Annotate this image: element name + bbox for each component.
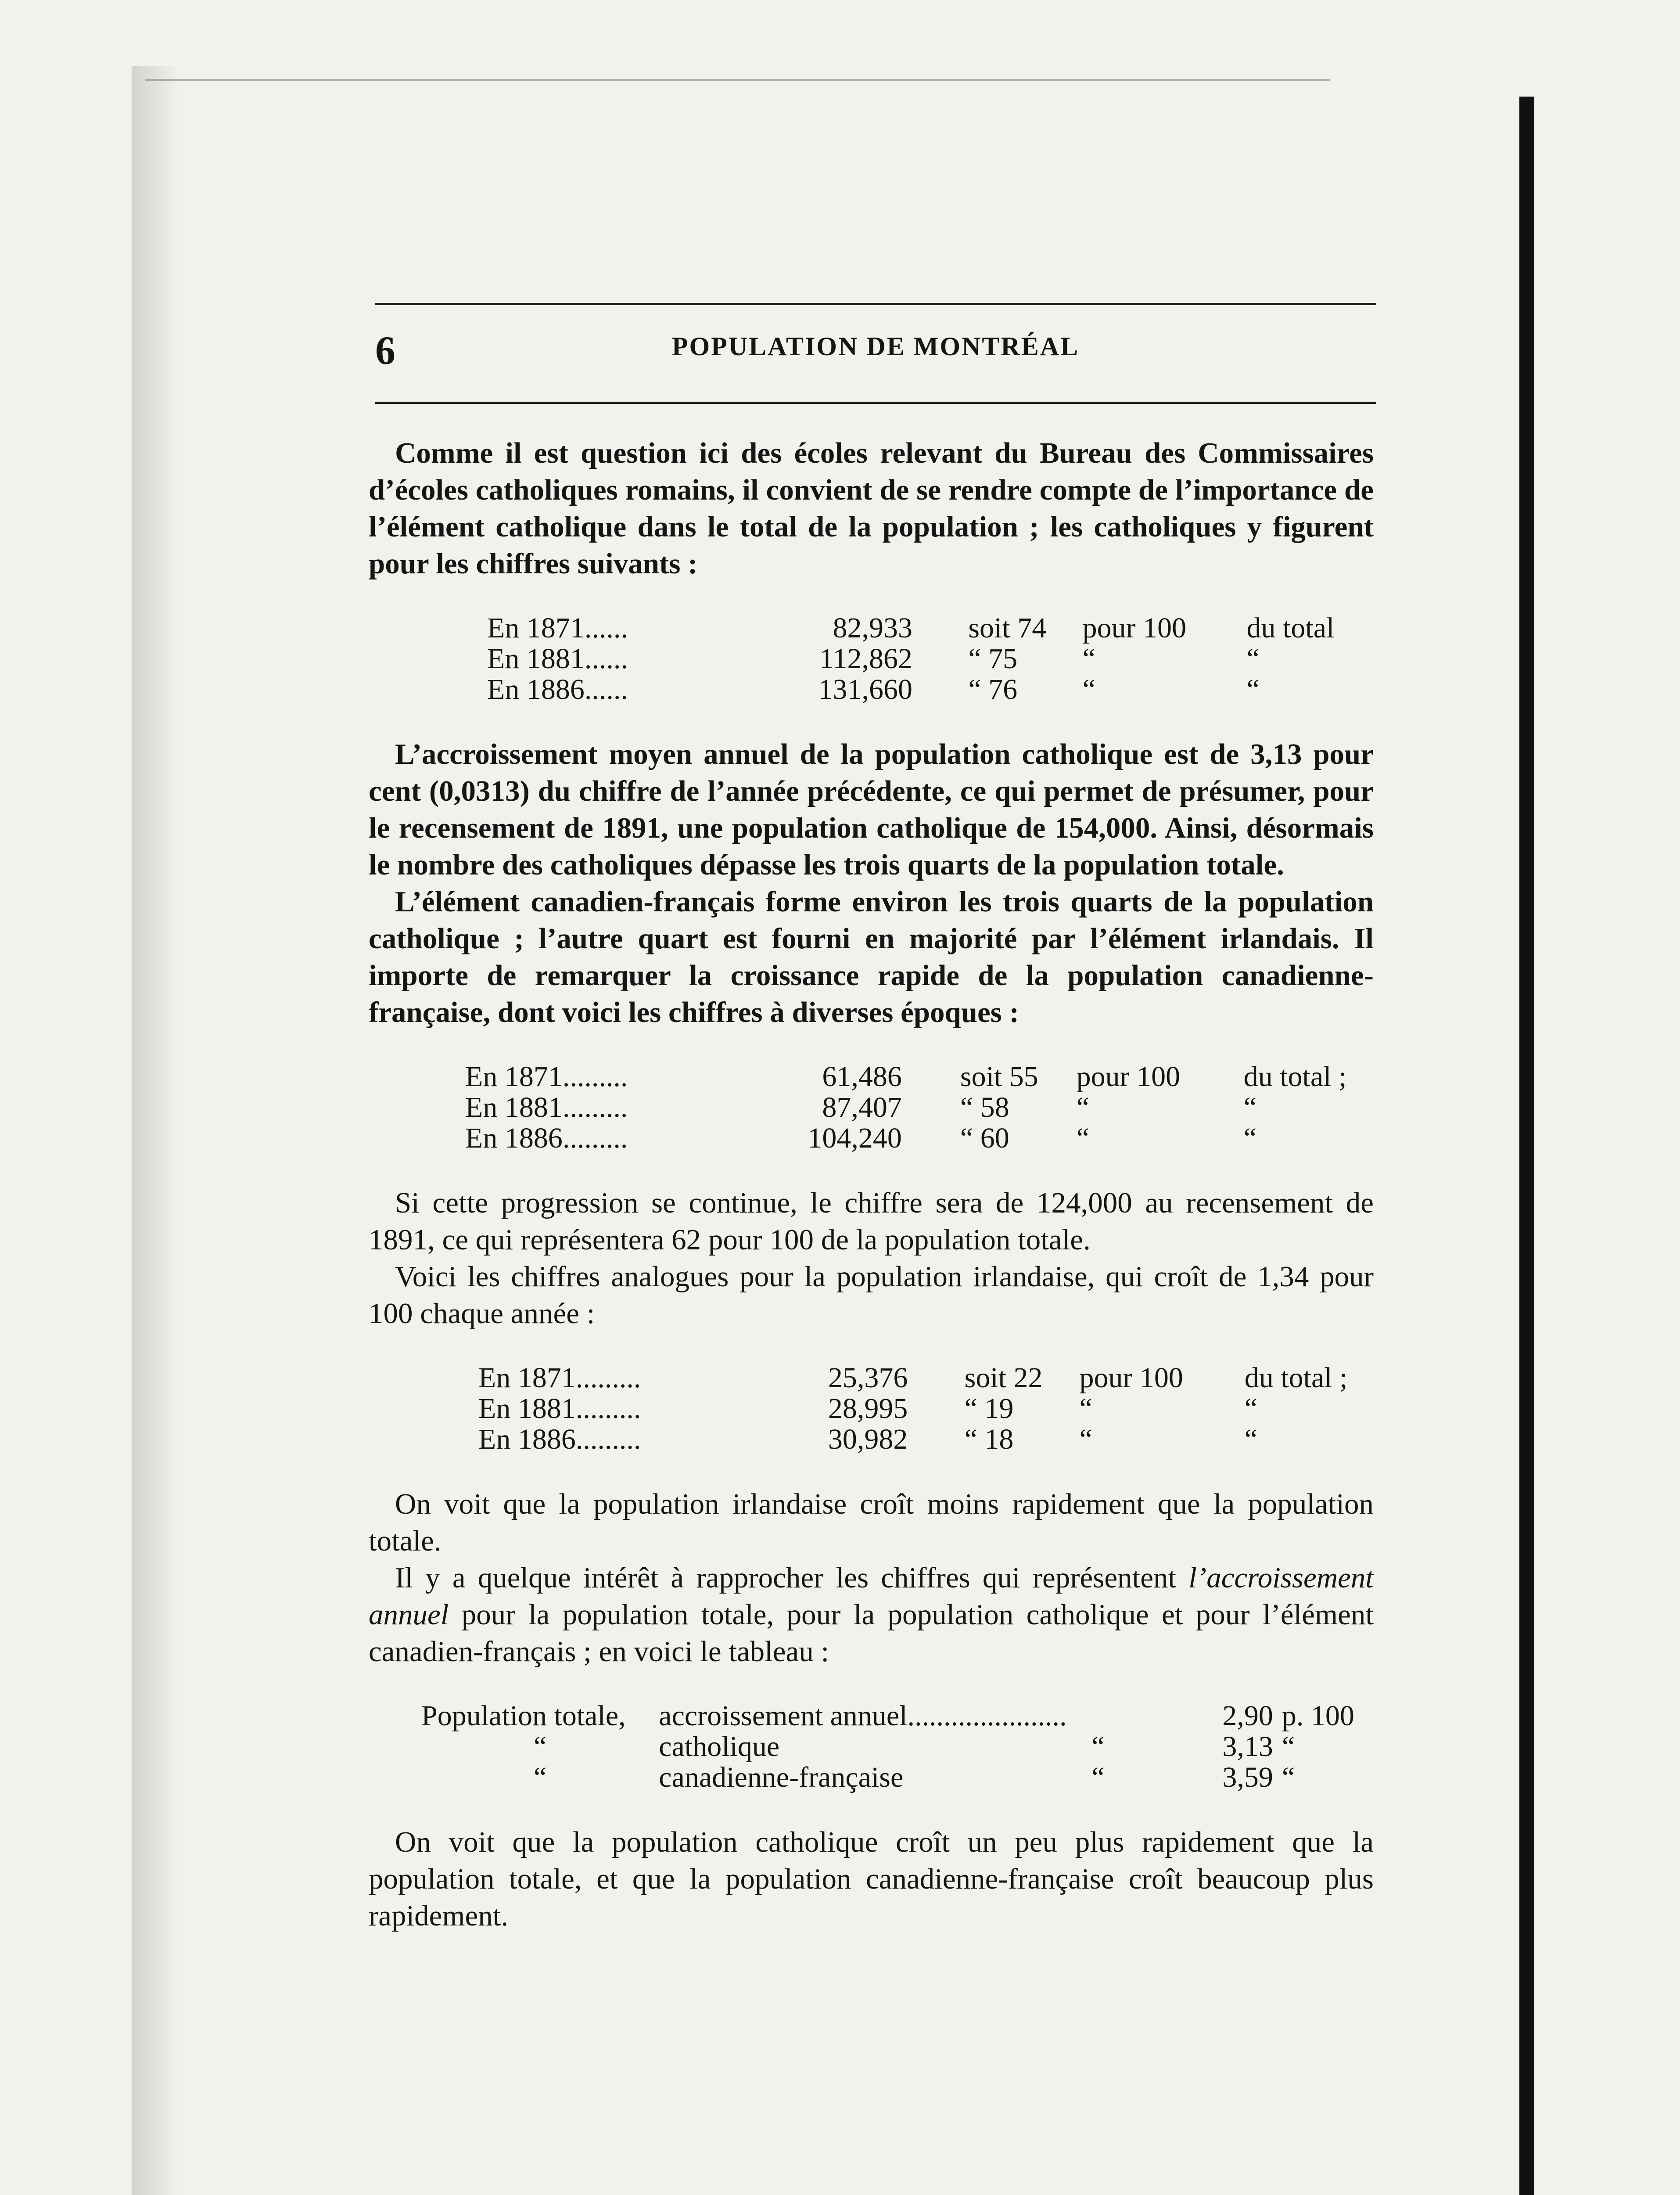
year-cell: En 1871......... xyxy=(478,1362,641,1394)
pour-cell: “ xyxy=(1079,1423,1092,1455)
value-cell: 112,862 xyxy=(819,643,912,675)
paragraph-7 xyxy=(369,1559,1374,1670)
running-title: POPULATION DE MONTRÉAL xyxy=(671,332,1080,361)
year-cell: En 1886......... xyxy=(478,1423,641,1455)
paragraph-3: L’élément canadien-français forme environ les trois quarts de la population catholique ; l’autre quart est fourni en majorité par l’élément irlandais. Il importe de remarquer la croissance rapide de la population canadienne-française, dont voici les chiffres à diverses époques : xyxy=(369,885,1374,1029)
summary-label-cell: canadienne-française xyxy=(659,1761,904,1793)
pour-cell: pour 100 xyxy=(1079,1362,1183,1394)
binding-edge xyxy=(1519,97,1534,2195)
summary-unit-cell: “ xyxy=(1282,1761,1295,1793)
value-cell: 61,486 xyxy=(822,1061,902,1093)
summary-q1-cell: “ xyxy=(534,1731,547,1763)
table-row xyxy=(465,1092,1374,1123)
gap xyxy=(911,1062,960,1092)
pour-cell: “ xyxy=(1082,673,1095,705)
summary-q2-cell: “ xyxy=(1091,1761,1105,1793)
header-rule-top xyxy=(375,303,1376,305)
pour-cell: “ xyxy=(1076,1122,1089,1154)
summary-val-cell: 3,13 xyxy=(1222,1731,1273,1763)
page-body xyxy=(369,435,1374,1934)
paragraph-5: Voici les chiffres analogues pour la population irlandaise, qui croît de 1,34 pour 100 chaque année : xyxy=(369,1260,1374,1330)
irish-population-table xyxy=(478,1363,1374,1455)
table-row xyxy=(478,1424,1374,1455)
summary-q1-cell: “ xyxy=(534,1761,547,1793)
table-row xyxy=(478,1363,1374,1393)
paragraph-7-start: Il y a quelque intérêt à rapprocher les chiffres qui représentent xyxy=(395,1562,1189,1594)
table-row xyxy=(421,1762,1374,1793)
percent-cell: “ 75 xyxy=(968,643,1018,675)
year-cell: En 1886......... xyxy=(465,1122,628,1154)
table-row xyxy=(421,1731,1374,1762)
pour-cell: pour 100 xyxy=(1082,612,1187,644)
value-cell: 30,982 xyxy=(828,1423,908,1455)
pour-cell: “ xyxy=(1076,1091,1089,1123)
gap xyxy=(911,1092,960,1123)
pour-cell: “ xyxy=(1079,1393,1092,1425)
percent-cell: “ 18 xyxy=(964,1423,1014,1455)
total-cell: “ xyxy=(1246,673,1260,705)
page-shadow-left xyxy=(132,66,180,2195)
year-cell: En 1871......... xyxy=(465,1061,628,1093)
value-cell: 131,660 xyxy=(818,673,912,705)
total-cell: du total ; xyxy=(1243,1061,1347,1093)
total-cell: “ xyxy=(1246,643,1260,675)
gap xyxy=(916,1424,964,1455)
table-row xyxy=(487,674,1374,705)
header-rule-bottom xyxy=(375,402,1376,404)
table-row xyxy=(465,1062,1374,1092)
total-cell: “ xyxy=(1244,1393,1258,1425)
summary-label-cell: accroissement annuel...................... xyxy=(659,1700,1067,1732)
paragraph-7-emphasis: l’accroissement annuel xyxy=(369,1562,1374,1631)
gap xyxy=(911,1123,960,1154)
year-cell: En 1881......... xyxy=(478,1393,641,1425)
value-cell: 28,995 xyxy=(828,1393,908,1425)
summary-val-cell: 3,59 xyxy=(1222,1761,1273,1793)
summary-q1-cell: Population totale, xyxy=(421,1700,626,1732)
gap xyxy=(916,1393,964,1424)
percent-cell: “ 58 xyxy=(960,1091,1009,1123)
summary-unit-cell: p. 100 xyxy=(1282,1700,1354,1732)
page-number: 6 xyxy=(375,328,395,373)
gap xyxy=(921,613,968,644)
page-top-edge xyxy=(145,79,1330,81)
total-cell: “ xyxy=(1244,1423,1258,1455)
year-cell: En 1871...... xyxy=(487,612,628,644)
table-row xyxy=(487,644,1374,674)
summary-unit-cell: “ xyxy=(1282,1731,1295,1763)
table-row xyxy=(421,1701,1374,1731)
total-cell: “ xyxy=(1243,1091,1257,1123)
summary-val-cell: 2,90 xyxy=(1222,1700,1273,1732)
percent-cell: “ 19 xyxy=(964,1393,1014,1425)
catholic-population-table xyxy=(487,613,1374,705)
year-cell: En 1881......... xyxy=(465,1091,628,1123)
paragraph-6: On voit que la population irlandaise croît moins rapidement que la population totale. xyxy=(369,1488,1374,1557)
total-cell: du total ; xyxy=(1244,1362,1348,1394)
value-cell: 82,933 xyxy=(833,612,912,644)
paragraph-4: Si cette progression se continue, le chiffre sera de 124,000 au recensement de 1891, ce qui représentera 62 pour 100 de la population totale. xyxy=(369,1187,1374,1256)
total-cell: du total xyxy=(1246,612,1335,644)
table-row xyxy=(465,1123,1374,1154)
page-header xyxy=(375,327,1376,375)
growth-summary-table xyxy=(421,1701,1374,1793)
value-cell: 87,407 xyxy=(822,1091,902,1123)
percent-cell: soit 22 xyxy=(964,1362,1043,1394)
gap xyxy=(916,1363,964,1393)
year-cell: En 1881...... xyxy=(487,643,628,675)
total-cell: “ xyxy=(1243,1122,1257,1154)
table-row xyxy=(487,613,1374,644)
summary-label-cell: catholique xyxy=(659,1731,780,1763)
pour-cell: “ xyxy=(1082,643,1095,675)
percent-cell: “ 60 xyxy=(960,1122,1009,1154)
paragraph-7-end: pour la population totale, pour la population catholique et pour l’élément canadien-français ; en voici le tableau : xyxy=(369,1598,1374,1668)
year-cell: En 1886...... xyxy=(487,673,628,705)
table-row xyxy=(478,1393,1374,1424)
paragraph-2: L’accroissement moyen annuel de la population catholique est de 3,13 pour cent (0,0313) du chiffre de l’année précédente, ce qui permet de présumer, pour le recensement de 1891, une population catholique de 154,000. Ainsi, désormais le nombre des catholiques dépasse les trois quarts de la population totale. xyxy=(369,738,1374,881)
summary-q2-cell xyxy=(1091,1701,1192,1731)
gap xyxy=(921,644,968,674)
pour-cell: pour 100 xyxy=(1076,1061,1181,1093)
percent-cell: soit 55 xyxy=(960,1061,1038,1093)
french-canadian-table xyxy=(465,1062,1374,1154)
percent-cell: soit 74 xyxy=(968,612,1047,644)
paragraph-1: Comme il est question ici des écoles relevant du Bureau des Commissaires d’écoles catholiques romains, il convient de se rendre compte de l’importance de l’élément catholique dans le total de la population ; les catholiques y figurent pour les chiffres suivants : xyxy=(369,437,1374,580)
percent-cell: “ 76 xyxy=(968,673,1018,705)
gap xyxy=(921,674,968,705)
value-cell: 104,240 xyxy=(808,1122,902,1154)
paragraph-8: On voit que la population catholique croît un peu plus rapidement que la population totale, et que la population canadienne-française croît beaucoup plus rapidement. xyxy=(369,1826,1374,1932)
summary-q2-cell: “ xyxy=(1091,1731,1105,1763)
value-cell: 25,376 xyxy=(828,1362,908,1394)
